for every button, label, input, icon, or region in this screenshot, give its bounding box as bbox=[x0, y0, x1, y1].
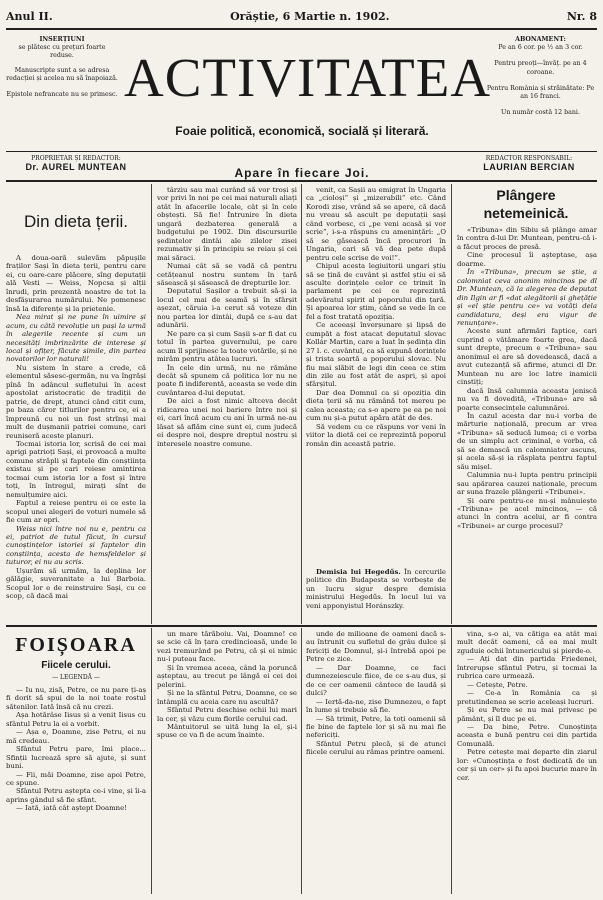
epistole-note: Epistole nefrancate nu se primesc. bbox=[6, 91, 118, 99]
abonament-box bbox=[484, 36, 597, 117]
abonament-romania: Pentru România și străinătate: Pe an 16 franci. bbox=[486, 84, 595, 101]
article4-title: Plângere netemeinică. bbox=[483, 187, 569, 221]
owner-block bbox=[6, 155, 146, 172]
foisoara-col2-p3: Și ne la sfântul Petru, Doamne, ce se întâmplă cu aceia care nu ascultă? bbox=[157, 689, 297, 706]
article1-p3: Nu sistem în stare a crede, că elementul săsesc-germăn, nu va îngrăși pînă în adâncul sufletului în acest apostolat aristocratic de tradiții de patrie, de drept, atunci când citit cum, pe baza căror titlurilor pentru ce, ei a împreună cu noi un fost strînși mai mult de dușmanii patriei comune, cari reuniseră aceste planuri. bbox=[6, 363, 146, 440]
article4-p6: În cazul acesta dar nu-i vorba de mărturie națională, precum ar vrea «Tribuna» să seducă lumea; ci e vorba de un simplu act criminal, e vorba, că să se demască un calomniator ascuns, și acela să-și ia răsplata pentru faptul său mișel. bbox=[457, 411, 597, 471]
issue-number: Nr. 8 bbox=[566, 9, 597, 23]
foisoara-col3 bbox=[306, 630, 446, 894]
article2-p6: De aici a fost nimic altceva decât ridicarea unei noi bariere între noi și ei, cari încă acum cu ani în urmă ne-au lăsat să aflăm cine sunt ei, cum judecă ei despre noi, despre dreptul nostru și interesele noastre comune. bbox=[157, 397, 297, 448]
article1-p4: Tocmai istoria lor, scrisă de cei mai aprigi patrioți Sași, ei provoacă a multe comune străpli și faptele din conștiința existau și pe cari reiese amintirea tocmai cum istoria lor a fost și între toți, în întregul, mirați sînt de nemulțumire aici. bbox=[6, 439, 146, 499]
owner-name: Dr. AUREL MUNTEAN bbox=[25, 162, 127, 172]
article4-p3: În «Tribuna», precum se știe, a calomniat ceva anonim mincinos pe dl Dr. Muntean, că la alegerea de deputat din Ilgin ar fi «dat alegătorii și ghețăție și «el știe pentru ce» va votăți dela candidatura, deși era vigur de renunțare». bbox=[457, 268, 597, 327]
foisoara-col3-p4: — Să trimiț, Petre, la toți oamenii să fie bine de faptele lor și să nu mai fie nefericiți. bbox=[306, 714, 446, 740]
foisoara-col4-p7: Petre cetește mai departe din ziarul lor: «Cunoștința e fost dedicată de un cer și un cer» și fu apoi bucurie mare în cer. bbox=[457, 748, 597, 782]
foisoara-col2-p5: Mântuitorul se uită lung la el, și-i spuse ce va fi de acum înainte. bbox=[157, 722, 297, 740]
foisoara-col4-p6: — Da bine, Petre. Cunoștința aceasta e bună pentru cei din partida Comunală. bbox=[457, 722, 597, 748]
article2-body bbox=[157, 186, 297, 618]
newspaper-page bbox=[6, 6, 597, 894]
article5-body bbox=[306, 568, 446, 620]
abonament-price: Pe an 6 cor. pe ½ an 3 cor. bbox=[498, 44, 583, 52]
editor-block bbox=[461, 155, 597, 172]
article1-body bbox=[6, 254, 146, 618]
foisoara-col2-p2: Și în vremea aceea, când la poruncă așteptau, au trecut pe lângă ei cei doi pelerini. bbox=[157, 663, 297, 689]
foisoara-col1-p6: Sfântul Petru aștepta ce-i vine, și îi-a aprins gândul să fie sfânt. bbox=[6, 787, 146, 804]
article4-p1: «Tribuna» din Sibiu să plânge amar în contra d-lui Dr. Muntean, pentru-că i-a făcut proces de presă. bbox=[457, 226, 597, 251]
foisoara-col3-p2: — Dar Doamne, ce faci dumnezeiescule fiice, de ce s-au dus, și de ce cer oamenii cântece de laudă și dulci? bbox=[306, 663, 446, 698]
frequency-line: Apare în fiecare Joi. bbox=[234, 166, 370, 180]
foisoara-col2-p1: un mare tărăboiu. Vai, Doamne! ce se scie că în țara credincioasă, unde le vezi tremurând pe Petru, că și ei nimic nu-i puteau face. bbox=[157, 630, 297, 664]
article2-p2: Numai cât să se vadă că pentru cetățeanul nostru suntem în țară săsească și săsească de drepturile lor. bbox=[157, 262, 297, 287]
article4-p4: Aceste sunt afirmări faptice, cari cuprind o vătămare foarte grea, dacă sunt drepte, precum e «Tribuna» sau anonimul ei are să dovedească, dacă a avut cutezanță să afirme, atunci dl Dr. Muntean nu are loc latre inamicii cinstiți; bbox=[457, 327, 597, 387]
article4-p8: Și oare pentru-ce nu-și mânuiește «Tribuna» pe acel mincinos, — că atunci în contra acelui, ar fi contra «Tribunei» ar curge procesul? bbox=[457, 496, 597, 530]
foisoara-col1-p4: Sfântul Petru pare, îmi place... Sfinții lucrează spre să ajute, și sunt buni. bbox=[6, 745, 146, 771]
foisoara-col3-p1: unde de milioane de oameni dacă s-au întrunit cu sufletul de grâu dulce și fericiți de Domnul, și-i întrebă apoi pe Petre ce zice. bbox=[306, 630, 446, 664]
article1-p6: Weiss nici între noi nu e, pentru ca ei, patriot de tutul făcut, în cursul cunoștințelor istoriei și faptelor din conștiința, acesta de hemsfeldelor și tuturor, ei nu au scris. bbox=[6, 524, 146, 567]
foisoara-col3-p5: Sfântul Petru plecă, și de atunci fiicele cerului au rămas printre oameni. bbox=[306, 739, 446, 757]
numar-price: Un număr costă 12 bani. bbox=[501, 109, 580, 117]
article2-p4: Ne pare ca și cum Sașii s-ar fi dat cu totul în partea guvernului, pe care acum îl sprijinesc la toate votările, și ne mirăm pentru atâtea lucruri. bbox=[157, 329, 297, 364]
foisoara-col2 bbox=[157, 630, 297, 894]
article1-p7: Ușurăm să urmăm, la deplina lor gălăgie, suveranitate a lui Barboia. Scopul lor e de reinstruire Sași, cu ce scop, că dacă mai bbox=[6, 566, 146, 601]
foisoara-col1-p2: Așa hotărâse Iisus și a venit Iisus cu sfântul Petru la ei a vorbit. bbox=[6, 711, 146, 728]
article1-title: Din dieta țerii. bbox=[24, 212, 128, 231]
article1-p2: Nea mirat și ne pune în uimire și acum, cu câtă revoluție un pași la urmă în alegerile recente și cum un necesități imbrinzărite de interese și local și ofițer, făcute simile, din partea novatorilor lor naturali! bbox=[6, 313, 146, 364]
abonament-preoti: Pentru preoți—învăț. pe an 4 coroane. bbox=[494, 60, 587, 76]
article4-p5: dacă însă calumnia aceasta jeniscă nu va fi dovedită, «Tribuna» are să poarte consecințele calumnărei. bbox=[457, 386, 597, 412]
foisoara-col4-p1: vina, s-o ai, va cătiga ea atât mai mult decât oameni, că ea mai mult zguduie ochii întunericului și pierde-o. bbox=[457, 630, 597, 655]
foisoara-col1-p5: — Fii, măi Doamne, zise apoi Petre, ce spune. bbox=[6, 770, 146, 787]
masthead-subtitle: Foaie politică, economică, socială și literară. bbox=[175, 124, 429, 138]
editor-name: LAURIAN BERCIAN bbox=[483, 162, 575, 172]
insertiuni-title: INSERȚIUNI bbox=[39, 36, 85, 43]
issue-place-date: Orăștie, 6 Martie n. 1902. bbox=[230, 9, 390, 23]
issue-year: Anul II. bbox=[6, 9, 53, 23]
article4-p7: Calumnia nu-i lupta pentru principii sau apărarea cauzei naționale, precum ar suna frazele plângerii «Tribunei». bbox=[457, 471, 597, 497]
foisoara-col4-p2: — Ați dat din partida Friedenei, întrerupse sfântul Petru, și tocmai la rubrica care urmează. bbox=[457, 655, 597, 681]
editor-label: REDACTOR RESPONSABIL: bbox=[485, 155, 573, 162]
article2-p3: Deputatul Sașilor a trebuit să-și ia locul cel mai de seamă și în sfârșit așezat, căruia i-a cerut să voteze din nou partea lor dintâi, după ce s-au dat adunării. bbox=[157, 287, 297, 330]
article3-body bbox=[306, 186, 446, 531]
foisoara-heading: FOIȘOARA bbox=[15, 634, 137, 656]
article1-p5: Faptul a reiese pentru ei ce este la scopul unei alegeri de voturi numele să fie cum ar opri. bbox=[6, 499, 146, 525]
article3-p3: Ce aceeași înverșunare și lipsă de cumpăt a fost atacat deputatul slovac Kollár Martin, care a luat în ședința din 27 l. c. cuvântul, ca să expună dorințele și trista soartă a poporului slovac. Nu fiu mai slăbit de legi din ceea ce stim din zile au fost atât de aspri, și apoi sfârșitul. bbox=[306, 321, 446, 389]
masthead-title: ACTIVITATEA bbox=[124, 47, 492, 108]
article3-p1: venit, ca Sașii au emigrat în Ungaria ca „cioloși” și „mizerabili” etc. Când Korodi zise, vrând să se apere, că dacă nu vreau să ascult pe deputații sași când vorbesc, ci „pe veni acasă și vor scrie”, i-s-a răspuns cu amenințări: „O să se găsească încă procurori în Ungaria, cari să vă dea pete după pentru cele scrise de voi!”. bbox=[306, 186, 446, 262]
insertiuni-text: se plătesc cu prețuri foarte reduse. bbox=[18, 44, 106, 60]
article4-body bbox=[457, 226, 597, 622]
story-title: Fiicele cerului. bbox=[41, 660, 111, 671]
foisoara-col4-p3: — Cetește, Petre. bbox=[467, 680, 528, 689]
foisoara-col1-p3: — Așa e, Doamne, zise Petru, ei nu mă credeau. bbox=[6, 728, 146, 745]
story-subtitle: — LEGENDĂ — bbox=[52, 674, 100, 681]
owner-label: PROPRIETAR ȘI REDACTOR: bbox=[31, 155, 121, 162]
issue-header bbox=[6, 6, 597, 26]
foisoara-col3-p3: — Iertă-da-ne, zise Dumnezeu, e fapt în lume și trebuie să fie. bbox=[306, 697, 446, 715]
article3-p2: Chipul acesta legiuitorii ungari știu să se țină de cuvânt și astfel știu ei să asculte dorințele celor ce trimit în parlament pe cei ce reprezintă adevăratul spirit al poporului din țară. Și apoarea lor știm, când se vede în ce fel a fost tratată opoziția. bbox=[306, 262, 446, 321]
foisoara-col1-p7: — Iată, iată cât aștept Doamne! bbox=[16, 804, 127, 813]
article3-p4: Dar dea Domnul ca și opoziția din dieta țerii să nu rămână tot mereu pe calea aceasta; ca s-o apere pe ea pe noi cum nu și-a putut apăra atât de des. bbox=[306, 388, 446, 423]
article2-p1: târziu sau mai curând să vor troși și vor privi în noi pe cei mai naturali aliați atât în afacerile locale, cât și în cele obștești. Să fie! Întrunire în dieta ungară dezbaterea generală a budgetului pe 1902. Din discursurile ședințelor dintâi ale zilelor zisei rezumativ și în principiu se reiau și cei mai săraci. bbox=[157, 186, 297, 262]
foisoara-col4-p4: — Ce-a în România ca și pretutindenea se scrie aceleași lucruri. bbox=[457, 689, 597, 706]
foisoara-col4-p5: Și eu Petre se nu mai privesc pe pământ, și îl duc pe ei. bbox=[457, 706, 597, 723]
foisoara-col2-p4: Sfântul Petru deschise ochii lui mari la cer, și văzu cum florile cerului cad. bbox=[157, 706, 297, 723]
abonament-title: ABONAMENT: bbox=[515, 36, 566, 43]
article4-p2: Cine procesul îi așteptase, așa doarme. bbox=[457, 251, 597, 268]
article5-title: Demisia lui Hegedűs. bbox=[316, 568, 401, 576]
article1-p1: A doua-oară sulevăm păpușile fraților Sași în dieta țerii, pentru care ei, cu oare-care plăcere, sîng deputații ală Vesti — Weiss, Nopcsa și alții înrudi, prin prezentă noastre de tot la desfășurarea numărului. Ne pomenesc însă la diferențe și la prietenie. bbox=[6, 254, 146, 313]
article5-text: În cercurile politice din Budapesta se vorbește de un lucru sigur despre demisia ministrului Hegedűs. În locul lui va veni apponyistul Horánszky. bbox=[306, 568, 446, 610]
foisoara-col4 bbox=[457, 630, 597, 894]
article2-p5: În cele din urmă, nu ne rămâne decât să spunem că politica lor nu ne poate fi indiferentă, aceasta se vede din cuvântarea d-lui deputat. bbox=[157, 363, 297, 397]
insertiuni-box bbox=[6, 36, 118, 99]
article3-p5: Să vedem cu ce răspuns vor veni în viitor la dietă cei ce reprezintă poporul român din această patrie. bbox=[306, 422, 446, 448]
manuscripte-note: Manuscripte sunt a se adresa redacției și acelea nu să înapoiază. bbox=[6, 66, 118, 82]
foisoara-col1-p1: — Iu nu, zisă, Petre, ce nu pare ți-aș fi dorit să spui de la noi toate rostul sătenilor. Iată însă că nu crezi. bbox=[6, 686, 146, 711]
foisoara-col1 bbox=[6, 686, 146, 894]
